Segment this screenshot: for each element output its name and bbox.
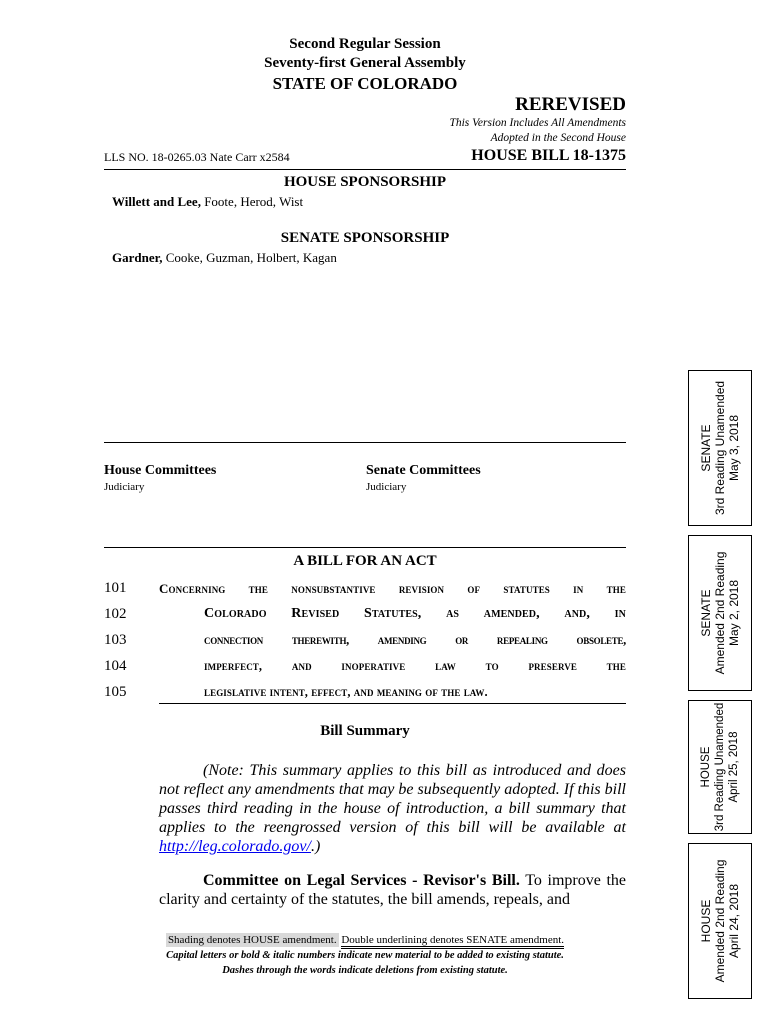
bill-title-text: Concerning the nonsubstantive revision of statutes in the xyxy=(159,581,626,596)
bill-title-text: connection therewith, amending or repealing obsolete, xyxy=(204,633,626,647)
bill-status: REREVISED xyxy=(515,94,626,115)
summary-heading: Bill Summary xyxy=(320,723,410,739)
senate-committees-label: Senate Committees xyxy=(366,463,481,478)
assembly-title: Seventy-first General Assembly xyxy=(264,55,466,71)
state-title: STATE OF COLORADO xyxy=(272,74,458,93)
line-number: 104 xyxy=(104,658,127,674)
header-rule xyxy=(104,169,626,170)
bill-heading: A BILL FOR AN ACT xyxy=(293,553,437,569)
line-number: 102 xyxy=(104,606,127,622)
stamp-action: 3rd Reading Unamended xyxy=(714,702,726,832)
stamp-action: 3rd Reading Unamended xyxy=(713,380,727,516)
bill-title-text: Colorado Revised Statutes, as amended, and, in xyxy=(204,606,626,621)
senate-sponsors xyxy=(112,250,337,266)
committees-rule xyxy=(104,442,626,443)
stamp-chamber: HOUSE xyxy=(699,899,713,943)
house-second-reading-stamp xyxy=(688,843,752,999)
session-title: Second Regular Session xyxy=(289,36,441,52)
senate-underline-legend: Double underlining denotes SENATE amendment. xyxy=(341,934,564,949)
senate-primary-sponsors: Gardner, xyxy=(112,250,163,265)
stamp-action: Amended 2nd Reading xyxy=(713,551,727,675)
line-number: 101 xyxy=(104,580,127,596)
lls-number: LLS NO. 18-0265.03 Nate Carr x2584 xyxy=(104,150,290,164)
bill-title-text: imperfect, and inoperative law to preserve the xyxy=(204,659,626,673)
house-shading-legend: Shading denotes HOUSE amendment. xyxy=(167,934,337,946)
bill-title-line xyxy=(159,581,626,597)
senate-other-sponsors: Cooke, Guzman, Holbert, Kagan xyxy=(165,250,337,265)
house-sponsorship-heading: HOUSE SPONSORSHIP xyxy=(283,174,447,190)
senate-committees-value: Judiciary xyxy=(366,481,407,493)
summary-paragraph-heading: Committee on Legal Services - Revisor's Bill. xyxy=(203,872,520,889)
new-material-legend: Capital letters or bold & italic numbers indicate new material to be added to existing statute. xyxy=(166,950,564,961)
bill-number: HOUSE BILL 18-1375 xyxy=(471,147,626,164)
senate-third-reading-stamp xyxy=(688,370,752,526)
stamp-action: Amended 2nd Reading xyxy=(713,859,727,983)
summary-note xyxy=(159,761,626,856)
senate-second-reading-stamp xyxy=(688,535,752,691)
stamp-chamber: SENATE xyxy=(699,424,713,472)
house-sponsors xyxy=(112,194,303,210)
house-committees-value: Judiciary xyxy=(104,481,145,493)
line-number: 105 xyxy=(104,684,127,700)
bill-title-text: legislative intent, effect, and meaning of the law. xyxy=(204,685,488,699)
bill-title-line xyxy=(204,633,626,648)
amendment-legend xyxy=(104,934,626,946)
summary-note-end: .) xyxy=(310,838,321,855)
summary-note-text: (Note: This summary applies to this bill as introduced and does not reflect any amendments that may be subsequently adopted. If this bill passes third reading in the house of introduction, a bill summary that applies to the reengrossed version of this bill will be available at xyxy=(159,762,626,836)
house-primary-sponsors: Willett and Lee, xyxy=(112,194,201,209)
version-note-line2: Adopted in the Second House xyxy=(490,132,626,144)
leg-colorado-link[interactable]: http://leg.colorado.gov/ xyxy=(159,838,311,855)
stamp-date: May 2, 2018 xyxy=(727,579,741,647)
stamp-date: April 25, 2018 xyxy=(728,731,740,803)
line-number: 103 xyxy=(104,632,127,648)
house-third-reading-stamp xyxy=(688,700,752,834)
summary-paragraph xyxy=(159,871,626,909)
bill-bottom-rule xyxy=(159,703,626,704)
bill-title-line xyxy=(204,606,626,622)
bill-title-line xyxy=(204,685,488,700)
bill-top-rule xyxy=(104,547,626,548)
senate-sponsorship-heading: SENATE SPONSORSHIP xyxy=(280,230,450,246)
bill-title-line xyxy=(204,659,626,674)
stamp-chamber: SENATE xyxy=(699,589,713,637)
stamp-date: May 3, 2018 xyxy=(727,414,741,482)
deletion-legend: Dashes through the words indicate deletions from existing statute. xyxy=(222,965,508,976)
summary-paragraph-text: To improve the clarity and certainty of the statutes, the bill amends, repeals, and xyxy=(159,872,627,908)
stamp-chamber: HOUSE xyxy=(700,746,712,788)
version-note-line1: This Version Includes All Amendments xyxy=(449,117,626,129)
house-other-sponsors: Foote, Herod, Wist xyxy=(204,194,304,209)
house-committees-label: House Committees xyxy=(104,463,217,478)
stamp-date: April 24, 2018 xyxy=(727,883,741,959)
